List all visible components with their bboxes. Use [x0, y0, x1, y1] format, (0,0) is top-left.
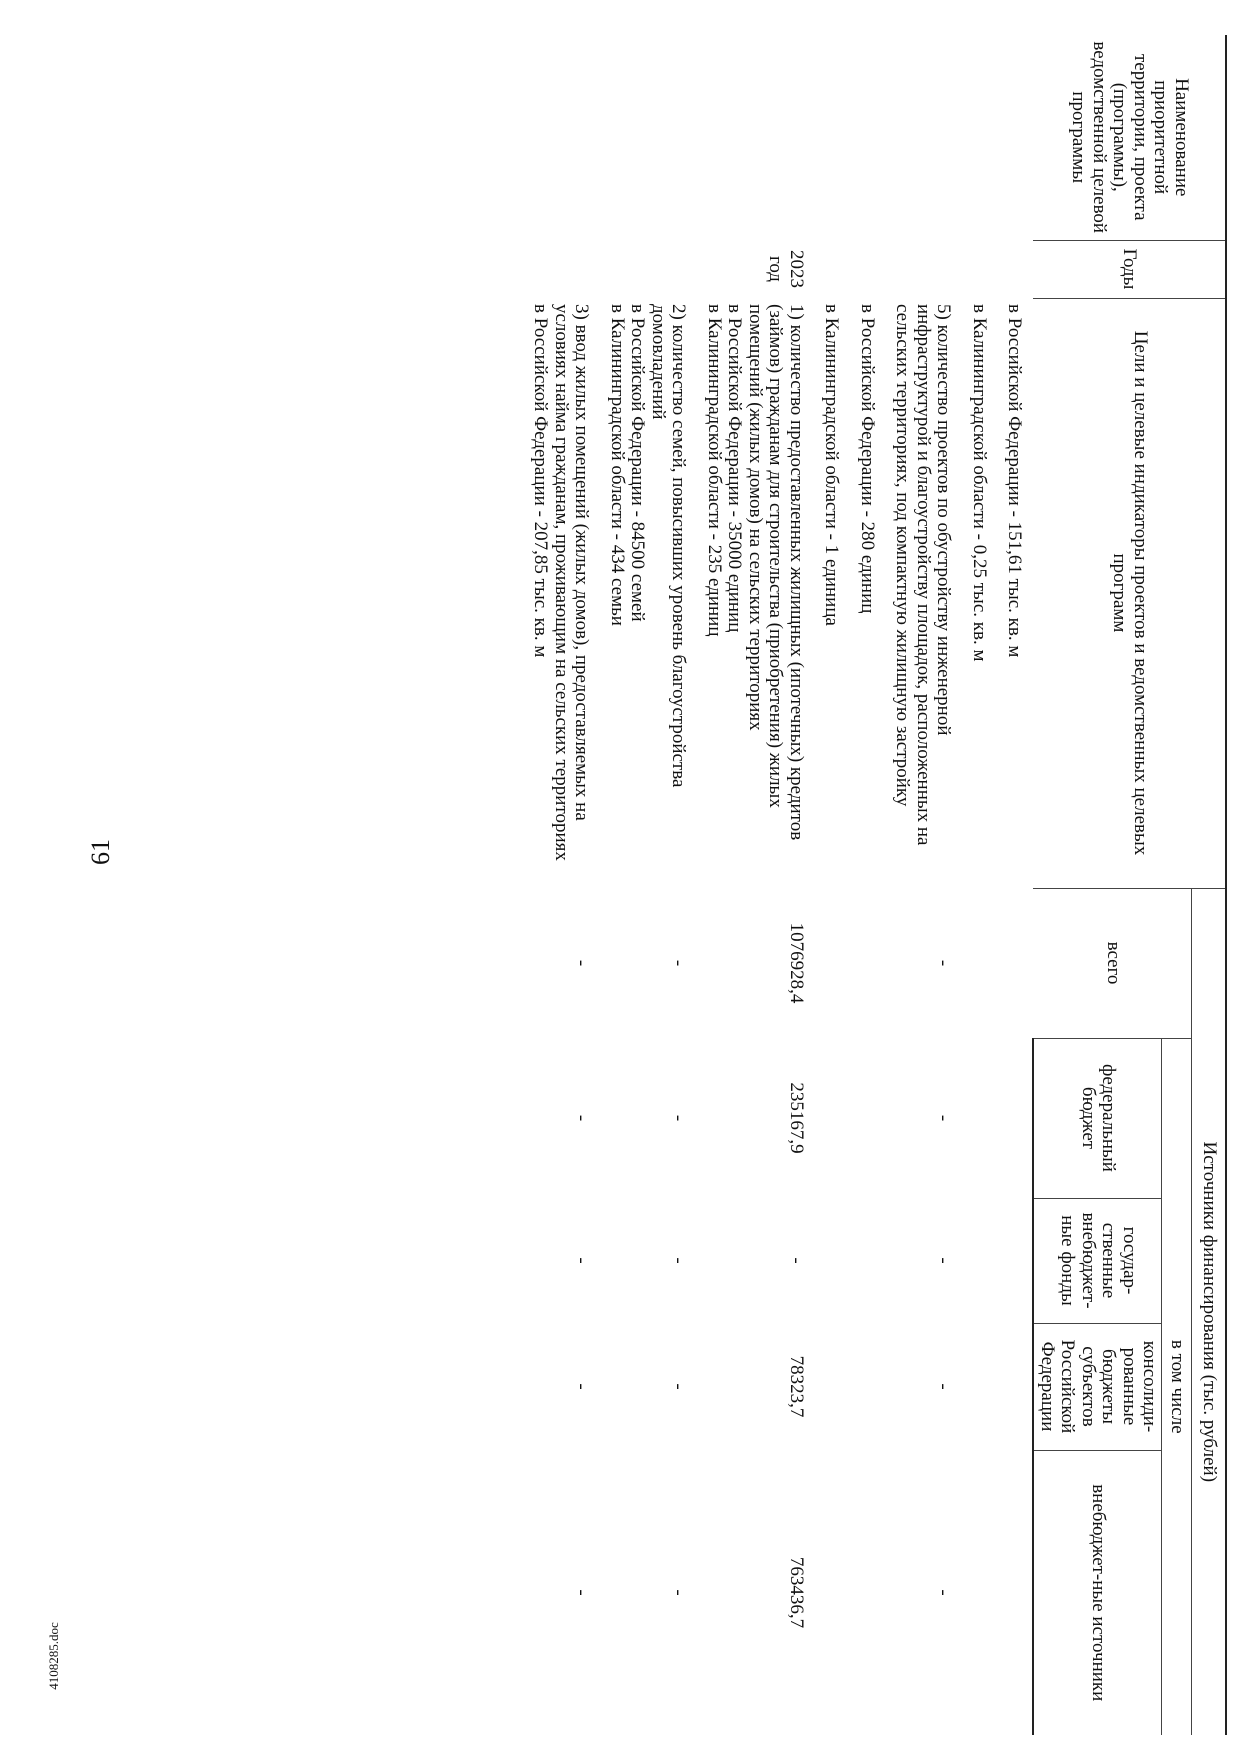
cell-extrabudgetary [850, 1450, 886, 1735]
header-extrabudgetary: внебюджет-ные источники [1033, 1450, 1162, 1735]
cell-state-funds: - [668, 1257, 690, 1264]
goal-line: в Калининградской области - 1 единица [821, 304, 843, 626]
cell-year [962, 240, 998, 298]
header-goals: Цели и целевые индикаторы проектов и ведомственных целевых программ [1033, 298, 1226, 888]
header-name: Наименование приоритетной территории, проекта (программы), ведомственной целевой программы [1033, 35, 1226, 240]
cell-regional: - [668, 1383, 690, 1390]
cell-regional: - [571, 1383, 593, 1390]
table-row [524, 35, 601, 1735]
cell-year [886, 240, 963, 298]
cell-name [850, 35, 886, 240]
cell-state-funds: - [933, 1257, 955, 1264]
cell-state-funds [850, 1198, 886, 1323]
table-row [697, 35, 815, 1735]
cell-total [998, 888, 1034, 1038]
cell-goal [815, 298, 851, 888]
cell-extrabudgetary [962, 1450, 998, 1735]
cell-federal: - [571, 1114, 593, 1122]
goal-line: в Калининградской области - 0,25 тыс. кв. м [968, 304, 990, 662]
table-row [850, 35, 886, 1735]
header-state-funds: государ-ственные внебюджет-ные фонды [1033, 1198, 1162, 1323]
financing-table [524, 35, 1227, 1735]
cell-year [998, 240, 1034, 298]
cell-goal [524, 298, 601, 888]
document-id: 4108285.doc [45, 1622, 61, 1690]
cell-regional [962, 1323, 998, 1450]
cell-state-funds: - [785, 1257, 807, 1264]
table-row [600, 35, 697, 1735]
header-including: в том числе [1162, 1038, 1192, 1735]
cell-name [886, 35, 963, 240]
goal-line: в Калининградской области - 235 единиц [703, 304, 725, 637]
header-regional: консолиди-рованные бюджеты субъектов Российской Федерации [1033, 1323, 1162, 1450]
cell-federal [815, 1038, 851, 1198]
cell-total [962, 888, 998, 1038]
cell-federal: - [933, 1114, 955, 1122]
header-total: всего [1033, 888, 1192, 1038]
cell-total: - [668, 959, 690, 967]
cell-name [998, 35, 1034, 240]
cell-regional [815, 1323, 851, 1450]
cell-total: - [933, 959, 955, 967]
cell-federal: - [668, 1114, 690, 1122]
goal-line: в Российской Федерации - 151,61 тыс. кв. м [1004, 304, 1026, 658]
cell-federal: 235167,9 [785, 1082, 807, 1154]
goal-line: 3) ввод жилых помещений (жилых домов), предоставляемых на условиях найма гражданам, проживающим на сельских территориях [550, 304, 593, 861]
cell-goal [697, 298, 815, 888]
cell-name [524, 35, 601, 240]
header-years: Годы [1033, 240, 1226, 298]
cell-year [850, 240, 886, 298]
header-financing: Источники финансирования (тыс. рублей) [1192, 888, 1226, 1735]
cell-extrabudgetary: - [571, 1589, 593, 1596]
cell-regional: - [933, 1383, 955, 1390]
header-federal: федеральный бюджет [1033, 1038, 1162, 1198]
cell-state-funds: - [571, 1257, 593, 1264]
goal-line: 1) количество предоставленных жилищных (ипотечных) кредитов (займов) гражданам для строительства (приобретения) жилых помещений (жилых домов) на сельских территориях [744, 304, 807, 841]
cell-goal [850, 298, 886, 888]
table-row [998, 35, 1034, 1735]
cell-regional [850, 1323, 886, 1450]
rotated-table-sheet [72, 35, 1227, 1735]
cell-federal [850, 1038, 886, 1198]
cell-regional: 78323,7 [785, 1355, 807, 1418]
goal-line: в Российской Федерации - 35000 единиц [724, 304, 746, 633]
cell-year [815, 240, 851, 298]
table-body [524, 35, 1034, 1735]
cell-name [600, 35, 697, 240]
cell-federal [998, 1038, 1034, 1198]
cell-name [697, 35, 815, 240]
table-row [815, 35, 851, 1735]
cell-goal [998, 298, 1034, 888]
goal-line: 2) количество семей, повысивших уровень благоустройства домовладений [647, 304, 690, 788]
cell-state-funds [998, 1198, 1034, 1323]
table-row [886, 35, 963, 1735]
goal-line: в Российской Федерации - 280 единиц [856, 304, 878, 614]
cell-extrabudgetary [815, 1450, 851, 1735]
cell-goal [600, 298, 697, 888]
cell-extrabudgetary: - [668, 1589, 690, 1596]
cell-name [815, 35, 851, 240]
table-row [962, 35, 998, 1735]
cell-regional [998, 1323, 1034, 1450]
cell-total [815, 888, 851, 1038]
cell-extrabudgetary: 763436,7 [785, 1556, 807, 1629]
goal-line: в Российской Федерации - 207,85 тыс. кв. м [530, 304, 552, 658]
cell-total: 1076928,4 [785, 922, 807, 1004]
cell-goal [962, 298, 998, 888]
cell-total [850, 888, 886, 1038]
cell-goal [886, 298, 963, 888]
cell-federal [962, 1038, 998, 1198]
cell-total: - [571, 959, 593, 967]
cell-extrabudgetary: - [933, 1589, 955, 1596]
goal-line: 5) количество проектов по обустройству инженерной инфраструктурой и благоустройству площадок, расположенных на сельских территориях, под компактную жилищную застройку [892, 304, 955, 846]
cell-extrabudgetary [998, 1450, 1034, 1735]
cell-year [600, 240, 697, 298]
cell-state-funds [815, 1198, 851, 1323]
cell-year: 2023 год [765, 250, 807, 288]
page-number: 61 [86, 839, 115, 865]
cell-name [962, 35, 998, 240]
cell-state-funds [962, 1198, 998, 1323]
goal-line: в Российской Федерации - 84500 семей [627, 304, 649, 622]
goal-line: в Калининградской области - 434 семьи [606, 304, 628, 626]
cell-year [524, 240, 601, 298]
